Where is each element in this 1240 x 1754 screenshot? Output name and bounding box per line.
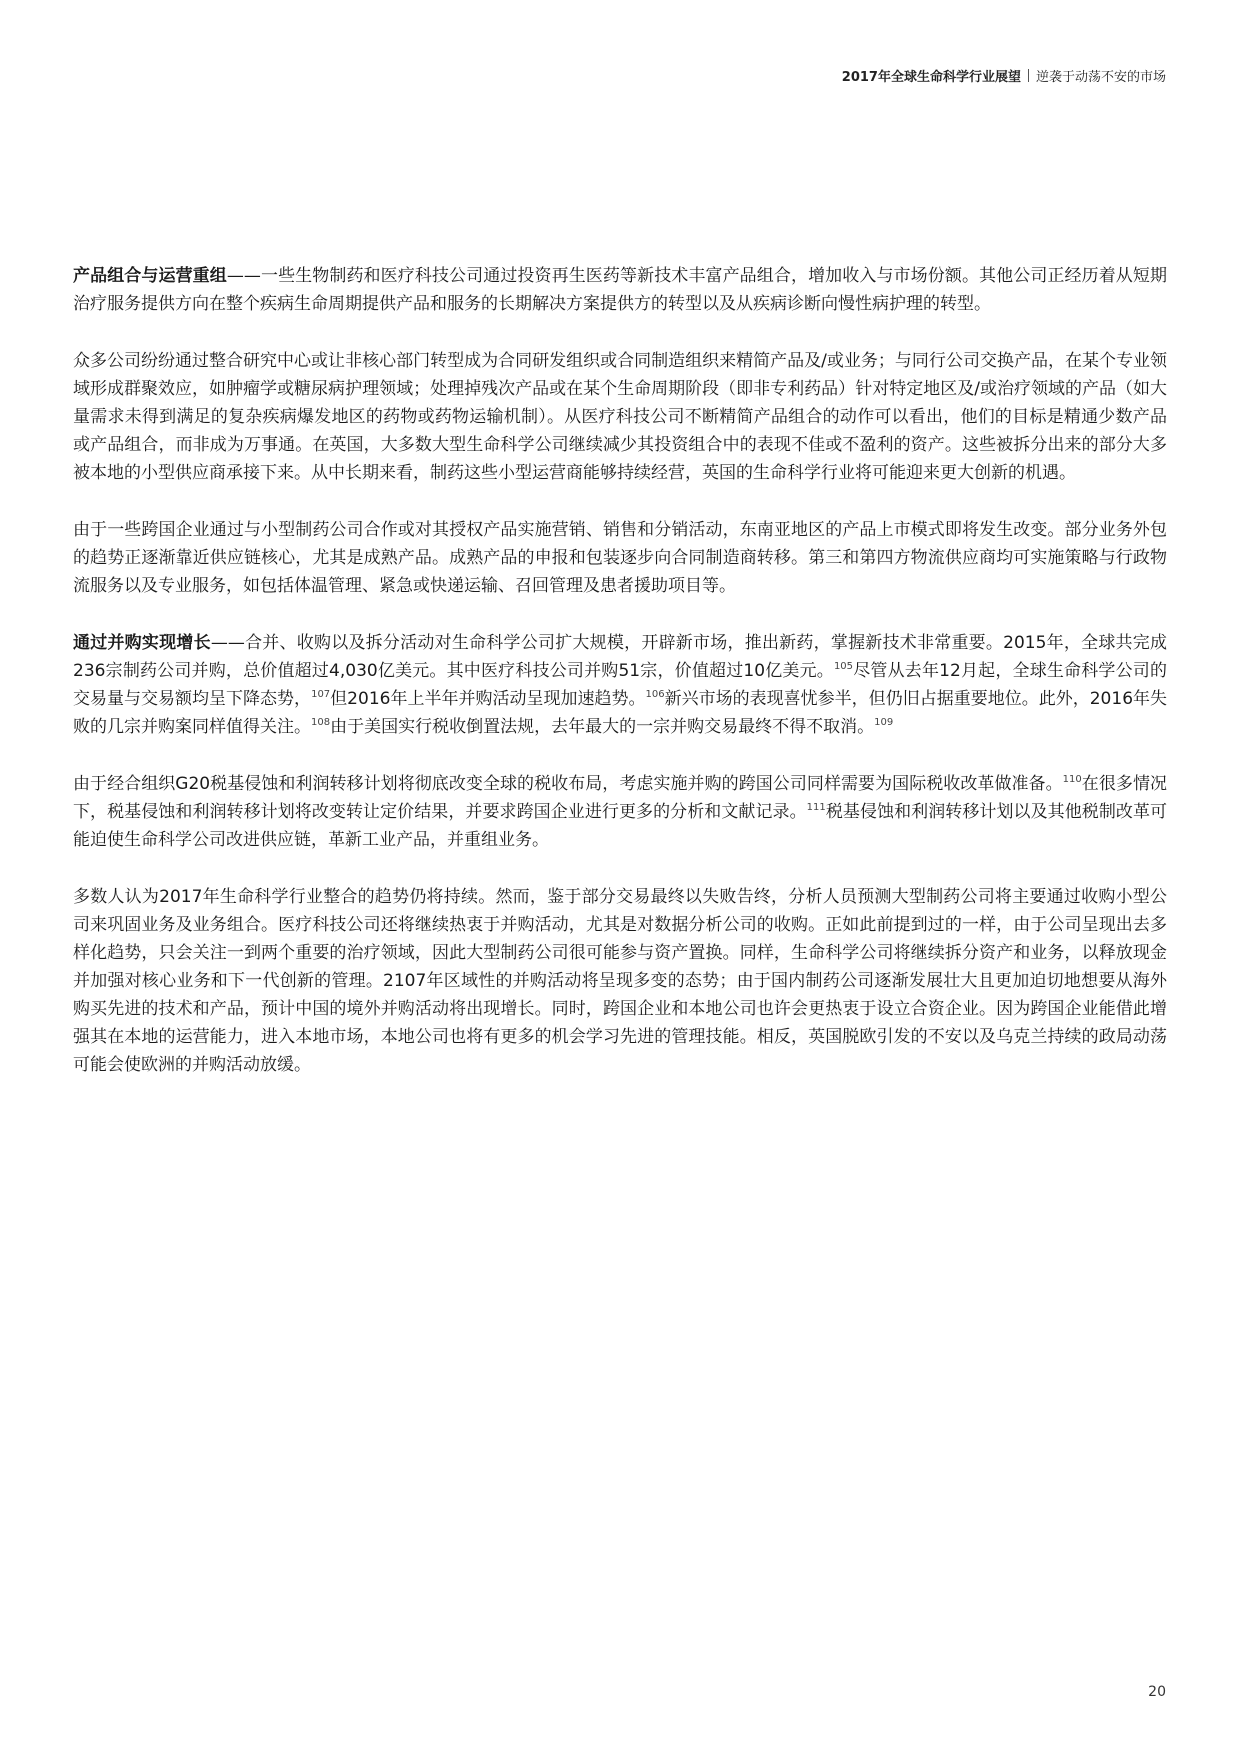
paragraph-text-segment: 在很多情况下，税基侵蚀和利润转移计划将改变转让定价结果，并要求跨国企业进行更多的分析和文献记录。 [73, 774, 1167, 822]
header-divider [1028, 69, 1029, 82]
running-header [842, 69, 1166, 87]
paragraph-text: 由于一些跨国企业通过与小型制药公司合作或对其授权产品实施营销、销售和分销活动，东南亚地区的产品上市模式即将发生改变。部分业务外包的趋势正逐渐靠近供应链核心，尤其是成熟产品。成熟产品的申报和包装逐步向合同制造商转移。第三和第四方物流供应商均可实施策略与行政物流服务以及专业服务，如包括体温管理、紧急或快递运输、召回管理及患者援助项目等。 [73, 520, 1167, 596]
paragraph-southeast-asia [73, 516, 1167, 600]
paragraph-tax-reform [73, 770, 1167, 854]
paragraph-text: ——一些生物制药和医疗科技公司通过投资再生医药等新技术丰富产品组合，增加收入与市场份额。其他公司正经历着从短期治疗服务提供方向在整个疾病生命周期提供产品和服务的长期解决方案提供方的转型以及从疾病诊断向慢性病护理的转型。 [73, 266, 1168, 314]
paragraph-lead-heading: 通过并购实现增长 [73, 633, 211, 653]
paragraph-text-segment: 由于经合组织G20税基侵蚀和利润转移计划将彻底改变全球的税收布局，考虑实施并购的跨国公司同样需要为国际税收改革做准备。 [73, 774, 1063, 794]
paragraph-lead-heading: 产品组合与运营重组 [73, 266, 227, 286]
article-body [73, 262, 1167, 1108]
footnote-ref[interactable]: 109 [874, 717, 894, 728]
paragraph-streamlining [73, 347, 1167, 487]
paragraph-text-segment: 税基侵蚀和利润转移计划以及其他税制改革可能迫使生命科学公司改进供应链，革新工业产品，并重组业务。 [73, 802, 1168, 850]
paragraph-text-segment: 但2016年上半年并购活动呈现加速趋势。 [330, 689, 646, 709]
paragraph-portfolio-restructuring [73, 262, 1167, 318]
footnote-ref[interactable]: 106 [645, 689, 665, 700]
report-subtitle: 逆袭于动荡不安的市场 [1035, 70, 1166, 85]
paragraph-text: 众多公司纷纷通过整合研究中心或让非核心部门转型成为合同研发组织或合同制造组织来精简产品及/或业务；与同行公司交换产品，在某个专业领域形成群聚效应，如肿瘤学或糖尿病护理领域；处理掉残次产品或在某个生命周期阶段（即非专利药品）针对特定地区及/或治疗领域的产品（如大量需求未得到满足的复杂疾病爆发地区的药物或药物运输机制）。从医疗科技公司不断精简产品组合的动作可以看出，他们的目标是精通少数产品或产品组合，而非成为万事通。在英国，大多数大型生命科学公司继续减少其投资组合中的表现不佳或不盈利的资产。这些被拆分出来的部分大多被本地的小型供应商承接下来。从中长期来看，制药这些小型运营商能够持续经营，英国的生命科学行业将可能迎来更大创新的机遇。 [73, 351, 1167, 483]
paragraph-text-segment: 由于美国实行税收倒置法规，去年最大的一宗并购交易最终不得不取消。 [330, 717, 875, 737]
paragraph-text-segment: 尽管从去年12月起，全球生命科学公司的交易量与交易额均呈下降态势， [73, 661, 1167, 709]
report-title: 2017年全球生命科学行业展望 [841, 70, 1021, 85]
footnote-ref[interactable]: 107 [311, 689, 331, 700]
footnote-ref[interactable]: 105 [833, 661, 854, 672]
footnote-ref[interactable]: 111 [806, 802, 826, 813]
page-number: 20 [1148, 1684, 1166, 1700]
paragraph-text: 多数人认为2017年生命科学行业整合的趋势仍将持续。然而，鉴于部分交易最终以失败告终，分析人员预测大型制药公司将主要通过收购小型公司来巩固业务及业务组合。医疗科技公司还将继续热衷于并购活动，尤其是对数据分析公司的收购。正如此前提到过的一样，由于公司呈现出去多样化趋势，只会关注一到两个重要的治疗领域，因此大型制药公司很可能参与资产置换。同样，生命科学公司将继续拆分资产和业务，以释放现金并加强对核心业务和下一代创新的管理。2107年区域性的并购活动将呈现多变的态势；由于国内制药公司逐渐发展壮大且更加迫切地想要从海外购买先进的技术和产品，预计中国的境外并购活动将出现增长。同时，跨国企业和本地公司也许会更热衷于设立合资企业。因为跨国企业能借此增强其在本地的运营能力，进入本地市场，本地公司也将有更多的机会学习先进的管理技能。相反，英国脱欧引发的不安以及乌克兰持续的政局动荡可能会使欧洲的并购活动放缓。 [73, 887, 1167, 1075]
paragraph-text-segment: ——合并、收购以及拆分活动对生命科学公司扩大规模，开辟新市场，推出新药，掌握新技术非常重要。2015年，全球共完成236宗制药公司并购，总价值超过4,030亿美元。其中医疗科技公司并购51宗，价值超过10亿美元。 [73, 633, 1168, 681]
footnote-ref[interactable]: 110 [1062, 774, 1082, 785]
paragraph-mergers-acquisitions [73, 629, 1167, 741]
paragraph-outlook-2017 [73, 883, 1167, 1079]
footnote-ref[interactable]: 108 [311, 717, 331, 728]
paragraph-text-segment: 新兴市场的表现喜忧参半，但仍旧占据重要地位。此外，2016年失败的几宗并购案同样值得关注。 [73, 689, 1168, 737]
